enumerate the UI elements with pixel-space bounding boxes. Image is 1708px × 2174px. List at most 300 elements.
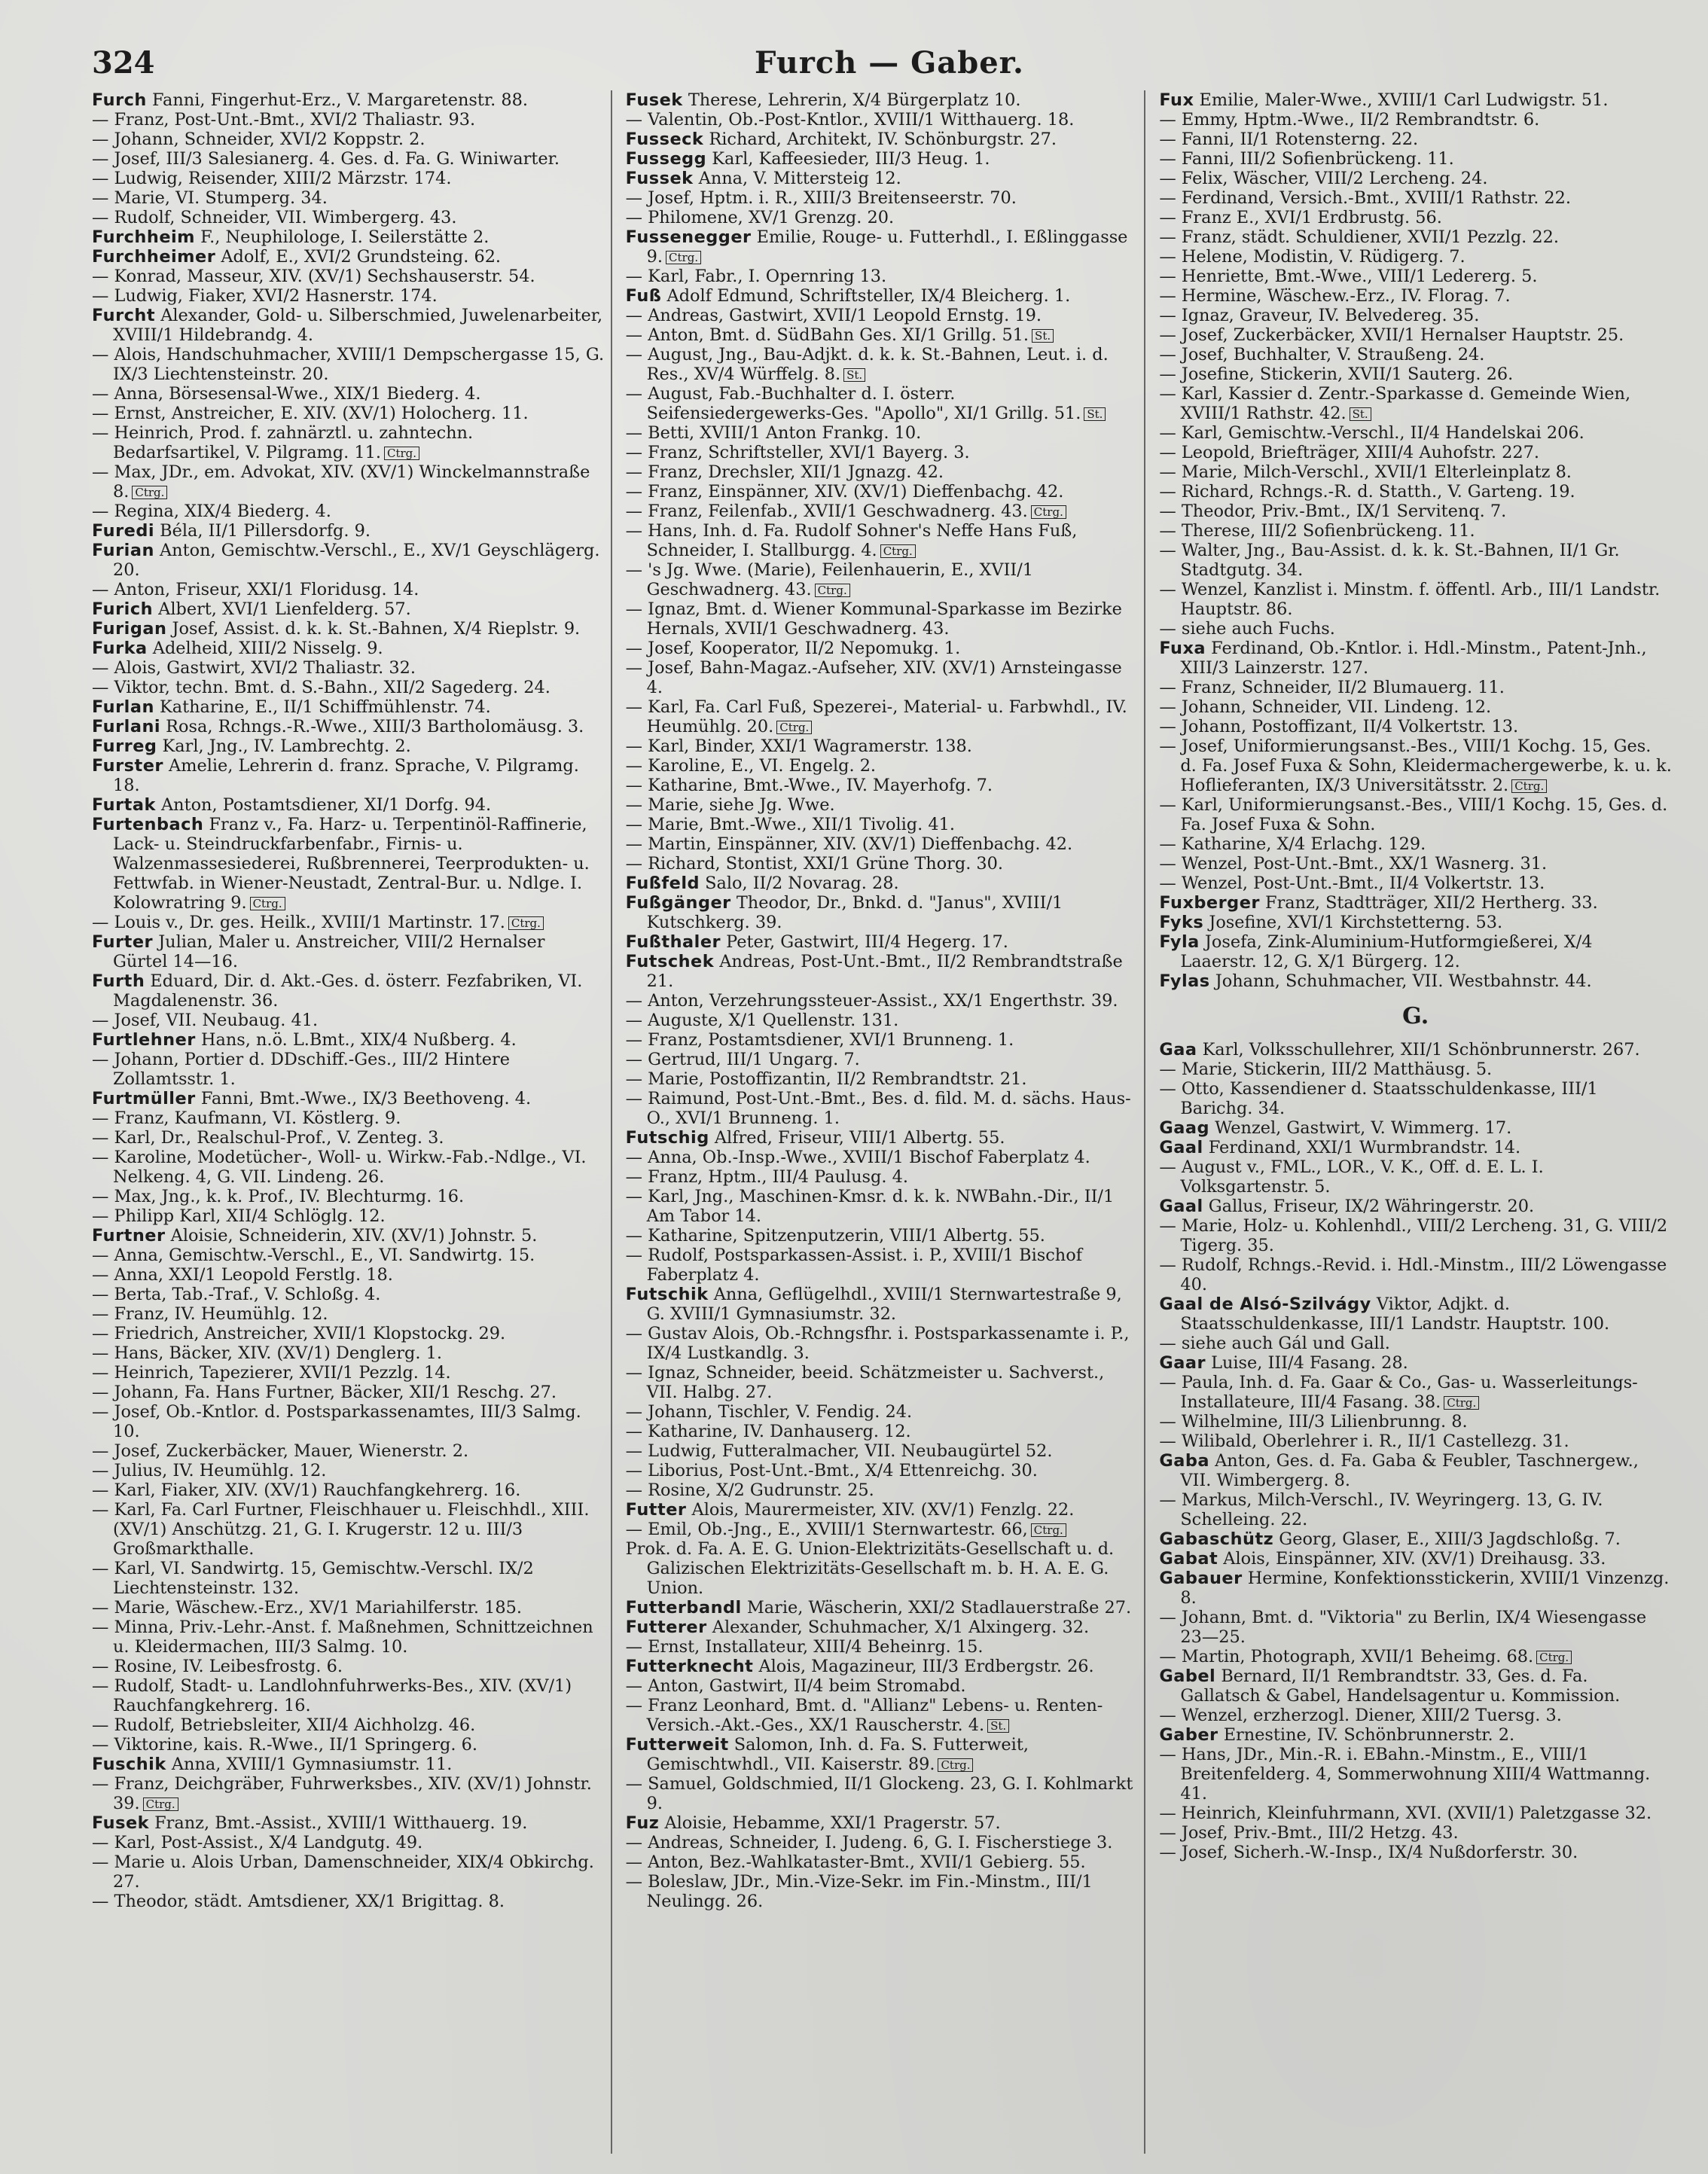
entry-text: Luise, III/4 Fasang. 28. bbox=[1205, 1353, 1408, 1373]
directory-entry bbox=[92, 541, 605, 580]
entry-text: F., Neuphilologe, I. Seilerstätte 2. bbox=[195, 227, 490, 247]
directory-entry bbox=[1159, 1529, 1672, 1549]
entry-text: Eduard, Dir. d. Akt.-Ges. d. österr. Fezfabriken, VI. Magdalenenstr. 36. bbox=[113, 971, 583, 1011]
entry-text: — Karl, Fa. Carl Fuß, Spezerei-, Material- u. Farbwhdl., IV. Heumühlg. 20. bbox=[625, 697, 1127, 736]
entry-text: — Gustav Alois, Ob.-Rchngsfhr. i. Postsparkassenamte i. P., IX/4 Lustkandlg. 3. bbox=[625, 1324, 1130, 1363]
directory-entry bbox=[626, 521, 1139, 560]
entry-text: — Andreas, Gastwirt, XVII/1 Leopold Ernstg. 19. bbox=[625, 306, 1042, 325]
entry-text: — Hans, JDr., Min.-R. i. EBahn.-Minstm., E., VIII/1 Breitenfelderg. 4, Sommerwohnung XIII/4 Wattmanng. 41. bbox=[1159, 1745, 1651, 1804]
entry-text: — siehe auch Gál und Gall. bbox=[1159, 1334, 1390, 1353]
entry-text: — Theodor, Priv.-Bmt., IX/1 Servitenq. 7. bbox=[1159, 502, 1507, 521]
entry-text: — Franz, Schriftsteller, XVI/1 Bayerg. 3. bbox=[625, 443, 970, 462]
directory-column-2 bbox=[626, 90, 1146, 2154]
entry-text: Alfred, Friseur, VIII/1 Albertg. 55. bbox=[709, 1128, 1005, 1148]
directory-entry bbox=[1159, 893, 1672, 913]
entry-text: — Franz, Kaufmann, VI. Köstlerg. 9. bbox=[92, 1108, 401, 1128]
entry-text: — Rudolf, Rchngs.-Revid. i. Hdl.-Minstm., III/2 Löwengasse 40. bbox=[1159, 1255, 1667, 1294]
directory-entry bbox=[626, 1852, 1139, 1872]
directory-entry bbox=[92, 1402, 605, 1441]
directory-entry bbox=[92, 267, 605, 286]
directory-entry bbox=[92, 658, 605, 678]
entry-text: — Walter, Jng., Bau-Assist. d. k. k. St.-Bahnen, II/1 Gr. Stadtgutg. 34. bbox=[1159, 541, 1620, 580]
directory-entry bbox=[1159, 364, 1672, 384]
directory-entry bbox=[1159, 932, 1672, 971]
directory-entry bbox=[1159, 169, 1672, 188]
entry-text: Wenzel, Gastwirt, V. Wimmerg. 17. bbox=[1209, 1118, 1512, 1138]
directory-entry bbox=[626, 1833, 1139, 1852]
entry-text: — Friedrich, Anstreicher, XVII/1 Klopstockg. 29. bbox=[92, 1324, 506, 1343]
entry-text: — Josef, III/3 Salesianerg. 4. Ges. d. Fa. G. Winiwarter. bbox=[92, 149, 560, 169]
entry-surname: Furchheimer bbox=[92, 247, 216, 267]
entry-text: — Rudolf, Betriebsleiter, XII/4 Aichholzg. 46. bbox=[92, 1715, 476, 1735]
entry-text: — Franz, IV. Heumühlg. 12. bbox=[92, 1304, 328, 1324]
entry-text: — Franz, Deichgräber, Fuhrwerksbes., XIV. (XV/1) Johnstr. 39. bbox=[92, 1774, 592, 1813]
directory-entry bbox=[626, 952, 1139, 991]
entry-text: — Franz, Feilenfab., XVII/1 Geschwadnerg. 43. bbox=[625, 502, 1028, 521]
directory-entry bbox=[92, 208, 605, 227]
entry-surname: Fuschik bbox=[92, 1755, 166, 1774]
entry-text: — Max, JDr., em. Advokat, XIV. (XV/1) Winckelmannstraße 8. bbox=[92, 462, 590, 502]
entry-text: — Helene, Modistin, V. Rüdigerg. 7. bbox=[1159, 247, 1466, 267]
entry-text: — Katharine, IV. Danhauserg. 12. bbox=[625, 1422, 911, 1441]
directory-entry bbox=[92, 1089, 605, 1108]
entry-badge: Ctrg. bbox=[880, 544, 916, 558]
directory-entry bbox=[92, 1657, 605, 1676]
entry-surname: Futterbandl bbox=[625, 1598, 742, 1618]
entry-text: — Anna, Gemischtw.-Verschl., E., VI. Sandwirtg. 15. bbox=[92, 1246, 535, 1265]
directory-entry bbox=[1159, 1373, 1672, 1412]
entry-surname: Gaal bbox=[1159, 1197, 1203, 1216]
entry-text: — Marie, Holz- u. Kohlenhdl., VIII/2 Lercheng. 31, G. VIII/2 Tigerg. 35. bbox=[1159, 1216, 1668, 1255]
entry-badge: Ctrg. bbox=[250, 897, 285, 910]
entry-text: Anna, XVIII/1 Gymnasiumstr. 11. bbox=[166, 1755, 453, 1774]
entry-text: — Martin, Photograph, XVII/1 Beheimg. 68. bbox=[1159, 1647, 1534, 1666]
entry-text: — Louis v., Dr. ges. Heilk., XVIII/1 Martinstr. 17. bbox=[92, 913, 505, 932]
entry-text: — Emmy, Hptm.-Wwe., II/2 Rembrandtstr. 6. bbox=[1159, 110, 1540, 130]
directory-entry bbox=[626, 1246, 1139, 1285]
directory-entry bbox=[92, 697, 605, 717]
directory-entry bbox=[1159, 247, 1672, 267]
entry-surname: Gabat bbox=[1159, 1549, 1218, 1569]
entry-text: Anna, Geflügelhdl., XVIII/1 Sternwartestraße 9, G. XVIII/1 Gymnasiumstr. 32. bbox=[646, 1285, 1122, 1324]
directory-entry bbox=[1159, 1255, 1672, 1294]
directory-entry bbox=[626, 1637, 1139, 1657]
entry-text: — Alois, Gastwirt, XVI/2 Thaliastr. 32. bbox=[92, 658, 416, 678]
directory-entry bbox=[92, 1050, 605, 1089]
entry-text: Karl, Jng., IV. Lambrechtg. 2. bbox=[157, 736, 411, 756]
entry-text: — Theodor, städt. Amtsdiener, XX/1 Brigittag. 8. bbox=[92, 1892, 505, 1911]
entry-text: Alois, Maurermeister, XIV. (XV/1) Fenzlg. 22. bbox=[686, 1500, 1075, 1520]
entry-text: — Richard, Rchngs.-R. d. Statth., V. Garteng. 19. bbox=[1159, 482, 1575, 502]
entry-surname: Furich bbox=[92, 599, 154, 619]
directory-entry bbox=[92, 345, 605, 384]
directory-entry bbox=[92, 1246, 605, 1265]
entry-text: — Karl, Fiaker, XIV. (XV/1) Rauchfangkehrerg. 16. bbox=[92, 1480, 521, 1500]
entry-badge: Ctrg. bbox=[938, 1758, 973, 1772]
directory-entry bbox=[1159, 1804, 1672, 1823]
directory-entry bbox=[626, 991, 1139, 1011]
entry-text: — Ignaz, Bmt. d. Wiener Kommunal-Sparkasse im Bezirke Hernals, XVII/1 Geschwadnerg. 43. bbox=[625, 599, 1122, 639]
entry-badge: Ctrg. bbox=[1031, 505, 1066, 519]
entry-text: Emilie, Rouge- u. Futterhdl., I. Eßlinggasse 9. bbox=[646, 227, 1128, 267]
directory-entry bbox=[626, 736, 1139, 756]
directory-entry bbox=[1159, 1216, 1672, 1255]
entry-text: — Raimund, Post-Unt.-Bmt., Bes. d. fild. M. d. sächs. Haus-O., XVI/1 Brunneng. 1. bbox=[625, 1089, 1131, 1128]
directory-entry bbox=[626, 815, 1139, 834]
directory-entry bbox=[92, 1892, 605, 1911]
directory-entry bbox=[1159, 267, 1672, 286]
entry-text: — Liborius, Post-Unt.-Bmt., X/4 Ettenreichg. 30. bbox=[625, 1461, 1038, 1480]
directory-entry bbox=[1159, 1706, 1672, 1725]
entry-text: — Heinrich, Prod. f. zahnärztl. u. zahntechn. Bedarfsartikel, V. Pilgramg. 11. bbox=[92, 423, 474, 462]
directory-entry bbox=[626, 169, 1139, 188]
entry-text: Salomon, Inh. d. Fa. S. Futterweit, Gemischtwhdl., VII. Kaiserstr. 89. bbox=[646, 1735, 1029, 1774]
directory-entry bbox=[626, 1696, 1139, 1735]
entry-text: — Therese, III/2 Sofienbrückeng. 11. bbox=[1159, 521, 1475, 541]
entry-text: Alois, Einspänner, XIV. (XV/1) Dreihausg. 33. bbox=[1218, 1549, 1606, 1569]
directory-entry bbox=[626, 462, 1139, 482]
entry-text: Julian, Maler u. Anstreicher, VIII/2 Hernalser Gürtel 14—16. bbox=[113, 932, 545, 971]
entry-text: — Andreas, Schneider, I. Judeng. 6, G. I. Fischerstiege 3. bbox=[625, 1833, 1113, 1852]
entry-surname: Furlani bbox=[92, 717, 161, 736]
directory-entry bbox=[92, 1813, 605, 1833]
entry-text: — Josef, Hptm. i. R., XIII/3 Breitenseerstr. 70. bbox=[625, 188, 1017, 208]
directory-entry bbox=[1159, 1353, 1672, 1373]
entry-surname: Fussek bbox=[625, 169, 694, 188]
directory-entry bbox=[626, 1480, 1139, 1500]
entry-badge: Ctrg. bbox=[132, 486, 167, 499]
entry-text: — Karl, Binder, XXI/1 Wagramerstr. 138. bbox=[625, 736, 972, 756]
entry-text: — Ernst, Installateur, XIII/4 Beheinrg. 15. bbox=[625, 1637, 984, 1657]
directory-entry bbox=[1159, 639, 1672, 678]
directory-entry bbox=[626, 932, 1139, 952]
entry-text: — Marie, siehe Jg. Wwe. bbox=[625, 795, 835, 815]
directory-entry bbox=[92, 795, 605, 815]
directory-entry bbox=[1159, 208, 1672, 227]
directory-entry bbox=[626, 110, 1139, 130]
entry-surname: Fyks bbox=[1159, 913, 1204, 932]
directory-entry bbox=[1159, 443, 1672, 462]
entry-text: Franz, Bmt.-Assist., XVIII/1 Witthauerg. 19. bbox=[149, 1813, 528, 1833]
entry-badge: St. bbox=[987, 1719, 1009, 1733]
directory-entry bbox=[626, 1167, 1139, 1187]
entry-text: — Franz, Postamtsdiener, XVI/1 Brunneng. 1. bbox=[625, 1030, 1014, 1050]
directory-entry bbox=[1159, 1451, 1672, 1490]
directory-entry bbox=[1159, 1608, 1672, 1647]
directory-entry bbox=[1159, 678, 1672, 697]
directory-entry bbox=[626, 188, 1139, 208]
directory-entry bbox=[1159, 1725, 1672, 1745]
entry-text: — Franz, Drechsler, XII/1 Jgnazg. 42. bbox=[625, 462, 944, 482]
entry-text: — Josef, Ob.-Kntlor. d. Postsparkassenamtes, III/3 Salmg. 10. bbox=[92, 1402, 581, 1441]
entry-text: — Philipp Karl, XII/4 Schlöglg. 12. bbox=[92, 1206, 386, 1226]
entry-surname: Furtmüller bbox=[92, 1089, 196, 1108]
entry-text: — Anton, Gastwirt, II/4 beim Stromabd. bbox=[625, 1676, 966, 1696]
entry-text: — Karl, VI. Sandwirtg. 15, Gemischtw.-Verschl. IX/2 Liechtensteinstr. 132. bbox=[92, 1559, 534, 1598]
directory-entry bbox=[92, 1598, 605, 1618]
entry-text: — Josef, Uniformierungsanst.-Bes., VIII/1 Kochg. 15, Ges. d. Fa. Josef Fuxa & Sohn, Kleidermachergewerbe, k. u. k. Hoflieferanten, IX/3 Universitätsstr. 2. bbox=[1159, 736, 1672, 795]
directory-entry bbox=[92, 1108, 605, 1128]
entry-text: Aloisie, Hebamme, XXI/1 Pragerstr. 57. bbox=[659, 1813, 1001, 1833]
entry-text: — Josef, Zuckerbäcker, Mauer, Wienerstr. 2. bbox=[92, 1441, 469, 1461]
entry-badge: St. bbox=[1350, 407, 1371, 421]
directory-entry bbox=[92, 423, 605, 462]
directory-entry bbox=[626, 1539, 1139, 1598]
directory-entry bbox=[92, 1343, 605, 1363]
directory-entry bbox=[92, 1833, 605, 1852]
entry-text: Karl, Volksschullehrer, XII/1 Schönbrunnerstr. 267. bbox=[1197, 1040, 1640, 1060]
directory-entry bbox=[626, 658, 1139, 697]
directory-entry bbox=[1159, 1294, 1672, 1334]
entry-text: — Minna, Priv.-Lehr.-Anst. f. Maßnehmen, Schnittzeichnen u. Kleidermachen, III/3 Salmg. 10. bbox=[92, 1618, 593, 1657]
entry-badge: Ctrg. bbox=[143, 1797, 178, 1811]
directory-entry bbox=[1159, 1197, 1672, 1216]
directory-entry bbox=[92, 599, 605, 619]
directory-entry bbox=[626, 1441, 1139, 1461]
entry-text: — Heinrich, Tapezierer, XVII/1 Pezzlg. 14. bbox=[92, 1363, 451, 1383]
entry-surname: Fusek bbox=[625, 90, 683, 110]
directory-entry bbox=[1159, 90, 1672, 110]
entry-text: Adolf Edmund, Schriftsteller, IX/4 Bleicherg. 1. bbox=[661, 286, 1071, 306]
entry-text: — Franz, Einspänner, XIV. (XV/1) Dieffenbachg. 42. bbox=[625, 482, 1064, 502]
entry-text: Anna, V. Mittersteig 12. bbox=[693, 169, 901, 188]
entry-surname: Gaber bbox=[1159, 1725, 1218, 1745]
entry-text: — Anna, Ob.-Insp.-Wwe., XVIII/1 Bischof Faberplatz 4. bbox=[625, 1148, 1090, 1167]
entry-text: — Henriette, Bmt.-Wwe., VIII/1 Ledererg. 5. bbox=[1159, 267, 1538, 286]
entry-text: Marie, Wäscherin, XXI/2 Stadlauerstraße 27. bbox=[741, 1598, 1132, 1618]
entry-text: — Marie, Wäschew.-Erz., XV/1 Mariahilferstr. 185. bbox=[92, 1598, 522, 1618]
entry-text: — Katharine, Bmt.-Wwe., IV. Mayerhofg. 7. bbox=[625, 776, 993, 795]
entry-text: — Wenzel, Kanzlist i. Minstm. f. öffentl. Arb., III/1 Landstr. Hauptstr. 86. bbox=[1159, 580, 1661, 619]
entry-text: Ferdinand, Ob.-Kntlor. i. Hdl.-Minstm., Patent-Jnh., XIII/3 Lainzerstr. 127. bbox=[1180, 639, 1647, 678]
directory-entry bbox=[626, 1069, 1139, 1089]
entry-text: — Josef, Kooperator, II/2 Nepomukg. 1. bbox=[625, 639, 961, 658]
directory-entry bbox=[92, 736, 605, 756]
directory-entry bbox=[92, 1363, 605, 1383]
directory-entry bbox=[626, 1011, 1139, 1030]
directory-entry bbox=[626, 267, 1139, 286]
entry-text: — Katharine, X/4 Erlachg. 129. bbox=[1159, 834, 1426, 854]
entry-text: — Anton, Friseur, XXI/1 Floridusg. 14. bbox=[92, 580, 419, 599]
directory-entry bbox=[626, 1774, 1139, 1813]
entry-badge: Ctrg. bbox=[776, 721, 812, 734]
directory-entry bbox=[626, 1422, 1139, 1441]
directory-entry bbox=[1159, 1569, 1672, 1608]
directory-entry bbox=[92, 913, 605, 932]
entry-text: — Karl, Dr., Realschul-Prof., V. Zenteg. 3. bbox=[92, 1128, 444, 1148]
directory-entry bbox=[626, 208, 1139, 227]
directory-entry bbox=[1159, 1549, 1672, 1569]
directory-entry bbox=[626, 697, 1139, 736]
entry-surname: Gaal bbox=[1159, 1138, 1203, 1157]
entry-text: — Wilibald, Oberlehrer i. R., II/1 Castellezg. 31. bbox=[1159, 1432, 1569, 1451]
directory-entry bbox=[92, 1480, 605, 1500]
directory-entry bbox=[626, 599, 1139, 639]
entry-surname: Gabel bbox=[1159, 1666, 1216, 1686]
directory-entry bbox=[92, 1206, 605, 1226]
directory-entry bbox=[1159, 1745, 1672, 1804]
directory-column-1 bbox=[92, 90, 612, 2154]
entry-text: — Emil, Ob.-Jng., E., XVIII/1 Sternwartestr. 66, bbox=[625, 1520, 1028, 1539]
entry-text: — Ignaz, Graveur, IV. Belvedereg. 35. bbox=[1159, 306, 1480, 325]
directory-entry bbox=[92, 1226, 605, 1246]
entry-badge: St. bbox=[843, 368, 865, 382]
entry-text: Franz, Stadtträger, XII/2 Hertherg. 33. bbox=[1259, 893, 1598, 913]
directory-entry bbox=[1159, 1843, 1672, 1862]
directory-entry bbox=[626, 1148, 1139, 1167]
entry-text: Therese, Lehrerin, X/4 Bürgerplatz 10. bbox=[682, 90, 1021, 110]
entry-badge: Ctrg. bbox=[508, 916, 544, 930]
entry-text: — Hans, Inh. d. Fa. Rudolf Sohner's Neffe Hans Fuß, Schneider, I. Stallburgg. 4. bbox=[625, 521, 1078, 560]
entry-surname: Fußthaler bbox=[625, 932, 721, 952]
directory-entry bbox=[92, 639, 605, 658]
entry-text: Karl, Kaffeesieder, III/3 Heug. 1. bbox=[706, 149, 990, 169]
directory-entry bbox=[626, 345, 1139, 384]
directory-entry bbox=[1159, 854, 1672, 874]
entry-text: — Karoline, E., VI. Engelg. 2. bbox=[625, 756, 877, 776]
entry-text: — Karl, Kassier d. Zentr.-Sparkasse d. Gemeinde Wien, XVIII/1 Rathstr. 42. bbox=[1159, 384, 1631, 423]
entry-text: — Marie, Stickerin, III/2 Matthäusg. 5. bbox=[1159, 1060, 1493, 1079]
entry-text: — Josef, Priv.-Bmt., III/2 Hetzg. 43. bbox=[1159, 1823, 1459, 1843]
directory-entry bbox=[626, 1050, 1139, 1069]
entry-text: Bernard, II/1 Rembrandtstr. 33, Ges. d. Fa. Gallatsch & Gabel, Handelsagentur u. Kommission. bbox=[1180, 1666, 1621, 1706]
directory-entry bbox=[92, 1324, 605, 1343]
entry-surname: Furian bbox=[92, 541, 154, 560]
directory-entry bbox=[626, 1618, 1139, 1637]
entry-text: — Karl, Uniformierungsanst.-Bes., VIII/1 Kochg. 15, Ges. d. Fa. Josef Fuxa & Sohn. bbox=[1159, 795, 1668, 834]
directory-entry bbox=[1159, 521, 1672, 541]
entry-text: — Karl, Gemischtw.-Verschl., II/4 Handelskai 206. bbox=[1159, 423, 1584, 443]
entry-text: — Heinrich, Kleinfuhrmann, XVI. (XVII/1) Paletzgasse 32. bbox=[1159, 1804, 1652, 1823]
directory-entry bbox=[1159, 1334, 1672, 1353]
entry-surname: Futschig bbox=[625, 1128, 709, 1148]
directory-entry bbox=[1159, 149, 1672, 169]
entry-surname: Furth bbox=[92, 971, 145, 991]
directory-entry bbox=[626, 1872, 1139, 1911]
directory-entry bbox=[92, 188, 605, 208]
entry-surname: Furchheim bbox=[92, 227, 196, 247]
directory-entry bbox=[1159, 502, 1672, 521]
entry-text: — Alois, Handschuhmacher, XVIII/1 Dempschergasse 15, G. IX/3 Liechtensteinstr. 20. bbox=[92, 345, 605, 384]
entry-text: — Gertrud, III/1 Ungarg. 7. bbox=[625, 1050, 860, 1069]
entry-text: — Ludwig, Fiaker, XVI/2 Hasnerstr. 174. bbox=[92, 286, 438, 306]
entry-surname: Furster bbox=[92, 756, 163, 776]
directory-entry bbox=[626, 1735, 1139, 1774]
directory-entry bbox=[92, 149, 605, 169]
entry-text: Ferdinand, XXI/1 Wurmbrandstr. 14. bbox=[1203, 1138, 1521, 1157]
directory-entry bbox=[1159, 325, 1672, 345]
entry-surname: Futter bbox=[625, 1500, 687, 1520]
entry-text: — Philomene, XV/1 Grenzg. 20. bbox=[625, 208, 895, 227]
entry-text: — Wenzel, Post-Unt.-Bmt., II/4 Volkertstr. 13. bbox=[1159, 874, 1545, 893]
entry-text: — Franz, Post-Unt.-Bmt., XVI/2 Thaliastr. 93. bbox=[92, 110, 476, 130]
entry-surname: Fuz bbox=[625, 1813, 660, 1833]
entry-text: — Wilhelmine, III/3 Lilienbrunng. 8. bbox=[1159, 1412, 1468, 1432]
entry-surname: Gaba bbox=[1159, 1451, 1209, 1471]
directory-entry bbox=[626, 1402, 1139, 1422]
directory-entry bbox=[626, 776, 1139, 795]
entry-surname: Furedi bbox=[92, 521, 155, 541]
directory-entry bbox=[1159, 1040, 1672, 1060]
entry-text: Gallus, Friseur, IX/2 Währingerstr. 20. bbox=[1203, 1197, 1535, 1216]
directory-entry bbox=[626, 1089, 1139, 1128]
directory-entry bbox=[626, 560, 1139, 599]
entry-surname: Fylas bbox=[1159, 971, 1210, 991]
directory-entry bbox=[92, 1715, 605, 1735]
directory-entry bbox=[92, 247, 605, 267]
directory-entry bbox=[1159, 1118, 1672, 1138]
directory-entry bbox=[1159, 1060, 1672, 1079]
entry-text: Peter, Gastwirt, III/4 Hegerg. 17. bbox=[721, 932, 1008, 952]
entry-text: — Ludwig, Reisender, XIII/2 Märzstr. 174. bbox=[92, 169, 452, 188]
entry-surname: Fusek bbox=[92, 1813, 150, 1833]
entry-surname: Fyla bbox=[1159, 932, 1200, 952]
entry-text: Richard, Architekt, IV. Schönburgstr. 27. bbox=[703, 130, 1057, 149]
entry-text: Josefine, XVI/1 Kirchstetterng. 53. bbox=[1203, 913, 1503, 932]
directory-entry bbox=[92, 1148, 605, 1187]
directory-entry bbox=[626, 1657, 1139, 1676]
entry-text: — Ferdinand, Versich.-Bmt., XVIII/1 Rathstr. 22. bbox=[1159, 188, 1572, 208]
directory-entry bbox=[1159, 1412, 1672, 1432]
entry-text: — Karl, Fa. Carl Furtner, Fleischhauer u. Fleischhdl., XIII. (XV/1) Anschützg. 21, G. I. Krugerstr. 12 u. III/3 Großmarkthalle. bbox=[92, 1500, 590, 1559]
directory-entry bbox=[92, 756, 605, 795]
directory-entry bbox=[1159, 482, 1672, 502]
page-header bbox=[92, 45, 1678, 90]
entry-text: — Markus, Milch-Verschl., IV. Weyringerg. 13, G. IV. Schelleing. 22. bbox=[1159, 1490, 1603, 1529]
entry-text: — Josef, Buchhalter, V. Straußeng. 24. bbox=[1159, 345, 1485, 364]
entry-surname: Gaar bbox=[1159, 1353, 1206, 1373]
entry-text: — Samuel, Goldschmied, II/1 Glockeng. 23, G. I. Kohlmarkt 9. bbox=[625, 1774, 1133, 1813]
entry-text: — August v., FML., LOR., V. K., Off. d. E. L. I. Volksgartenstr. 5. bbox=[1159, 1157, 1544, 1197]
entry-text: — Valentin, Ob.-Post-Kntlor., XVIII/1 Witthauerg. 18. bbox=[625, 110, 1075, 130]
entry-text: — Marie, Bmt.-Wwe., XII/1 Tivolig. 41. bbox=[625, 815, 955, 834]
entry-surname: Fussenegger bbox=[625, 227, 752, 247]
directory-entry bbox=[92, 815, 605, 913]
directory-entry bbox=[92, 1500, 605, 1559]
entry-text: — Anton, Verzehrungssteuer-Assist., XX/1 Engerthstr. 39. bbox=[625, 991, 1118, 1011]
directory-entry bbox=[626, 834, 1139, 854]
entry-text: — Anton, Bez.-Wahlkataster-Bmt., XVII/1 Gebierg. 55. bbox=[625, 1852, 1086, 1872]
entry-text: — Johann, Bmt. d. "Viktoria" zu Berlin, IX/4 Wiesengasse 23—25. bbox=[1159, 1608, 1647, 1647]
entry-surname: Fusseck bbox=[625, 130, 704, 149]
directory-entry bbox=[626, 1187, 1139, 1226]
directory-entry bbox=[92, 580, 605, 599]
directory-entry bbox=[1159, 306, 1672, 325]
entry-text: — Marie, VI. Stumperg. 34. bbox=[92, 188, 328, 208]
entry-text: — Josef, Zuckerbäcker, XVII/1 Hernalser Hauptstr. 25. bbox=[1159, 325, 1624, 345]
directory-entry bbox=[1159, 1823, 1672, 1843]
entry-text: — Hermine, Wäschew.-Erz., IV. Florag. 7. bbox=[1159, 286, 1511, 306]
directory-entry bbox=[1159, 1666, 1672, 1706]
entry-surname: Furch bbox=[92, 90, 147, 110]
entry-text: Anton, Ges. d. Fa. Gaba & Feubler, Taschnergew., VII. Wimbergerg. 8. bbox=[1180, 1451, 1639, 1490]
entry-text: — Max, Jng., k. k. Prof., IV. Blechturmg. 16. bbox=[92, 1187, 465, 1206]
directory-entry bbox=[626, 639, 1139, 658]
entry-text: Ernestine, IV. Schönbrunnerstr. 2. bbox=[1218, 1725, 1515, 1745]
entry-surname: Furtlehner bbox=[92, 1030, 196, 1050]
directory-entry bbox=[92, 1441, 605, 1461]
entry-text: — August, Fab.-Buchhalter d. I. österr. Seifensiedergewerks-Ges. "Apollo", XI/1 Grillg. 51. bbox=[625, 384, 1081, 423]
directory-entry bbox=[1159, 541, 1672, 580]
entry-text: — Josef, VII. Neubaug. 41. bbox=[92, 1011, 319, 1030]
entry-badge: St. bbox=[1032, 329, 1054, 343]
directory-entry bbox=[92, 169, 605, 188]
directory-entry bbox=[1159, 717, 1672, 736]
directory-entry bbox=[92, 1030, 605, 1050]
directory-entry bbox=[92, 306, 605, 345]
directory-entry bbox=[92, 502, 605, 521]
entry-text: — August, Jng., Bau-Adjkt. d. k. k. St.-Bahnen, Leut. i. d. Res., XV/4 Würffelg. 8. bbox=[625, 345, 1109, 384]
